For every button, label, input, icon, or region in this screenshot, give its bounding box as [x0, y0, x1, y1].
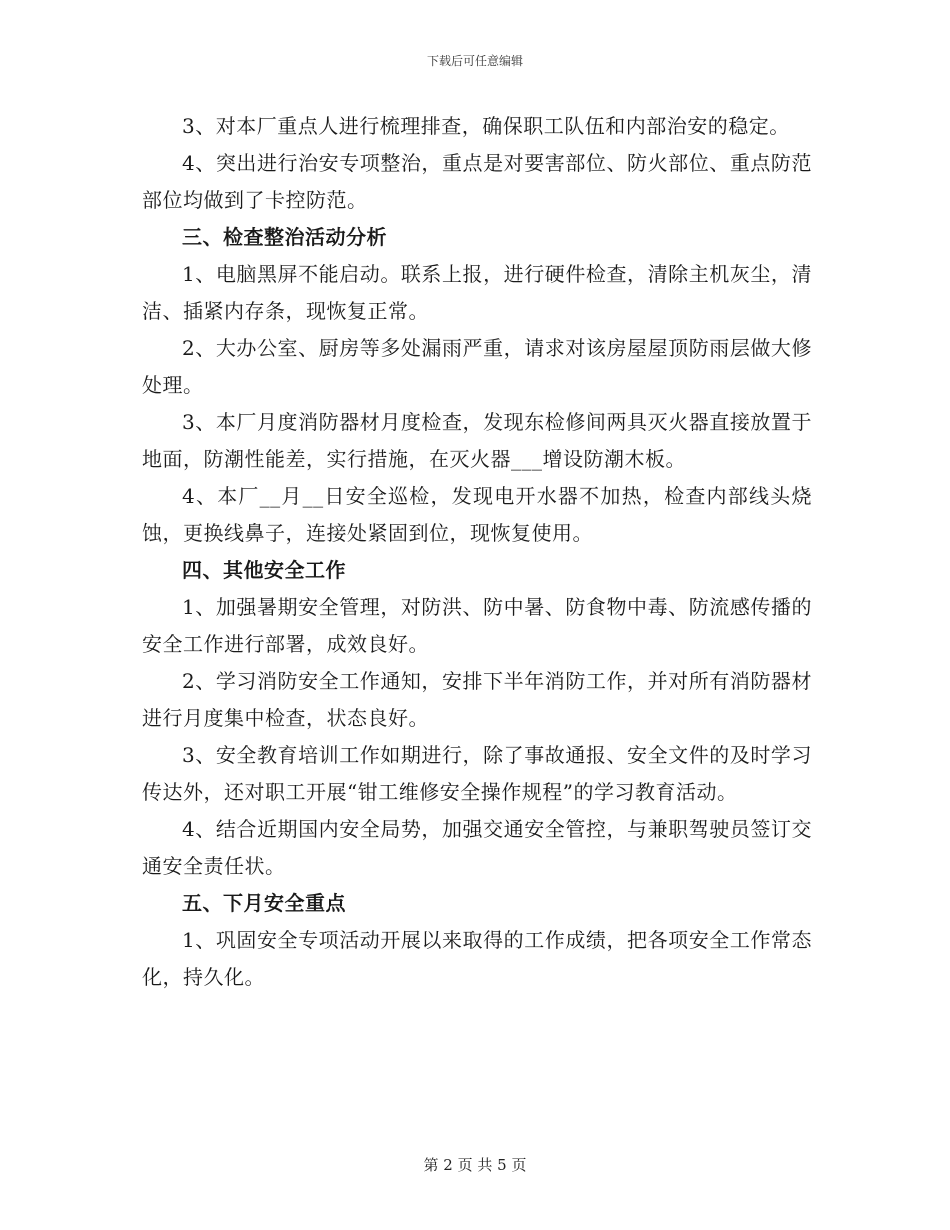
- paragraph: 3、本厂月度消防器材月度检查，发现东检修间两具灭火器直接放置于地面，防潮性能差，实行措施，在灭火器___增设防潮木板。: [142, 410, 812, 471]
- paragraph: 4、本厂__月__日安全巡检，发现电开水器不加热，检查内部线头烧蚀，更换线鼻子，连接处紧固到位，现恢复使用。: [142, 484, 812, 545]
- paragraph: 4、突出进行治安专项整治，重点是对要害部位、防火部位、重点防范部位均做到了卡控防范。: [142, 151, 812, 212]
- page-header: 下载后可任意编辑: [426, 54, 523, 68]
- paragraph: 3、安全教育培训工作如期进行，除了事故通报、安全文件的及时学习传达外，还对职工开展“钳工维修安全操作规程”的学习教育活动。: [142, 743, 812, 804]
- paragraph: 2、大办公室、厨房等多处漏雨严重，请求对该房屋屋顶防雨层做大修处理。: [142, 336, 812, 397]
- document-body: [142, 108, 812, 996]
- section-heading: 四、其他安全工作: [182, 558, 346, 582]
- paragraph: 1、加强暑期安全管理，对防洪、防中暑、防食物中毒、防流感传播的安全工作进行部署，成效良好。: [142, 595, 812, 656]
- paragraph: 3、对本厂重点人进行梳理排查，确保职工队伍和内部治安的稳定。: [182, 114, 790, 138]
- section-heading: 五、下月安全重点: [182, 891, 346, 915]
- paragraph: 2、学习消防安全工作通知，安排下半年消防工作，并对所有消防器材进行月度集中检查，状态良好。: [142, 669, 812, 730]
- paragraph: 4、结合近期国内安全局势，加强交通安全管控，与兼职驾驶员签订交通安全责任状。: [142, 817, 812, 878]
- page-number: 第 2 页 共 5 页: [423, 1156, 527, 1174]
- section-heading: 三、检查整治活动分析: [182, 225, 387, 249]
- paragraph: 1、巩固安全专项活动开展以来取得的工作成绩，把各项安全工作常态化，持久化。: [142, 928, 812, 989]
- paragraph: 1、电脑黑屏不能启动。联系上报，进行硬件检查，清除主机灰尘，清洁、插紧内存条，现恢复正常。: [142, 262, 812, 323]
